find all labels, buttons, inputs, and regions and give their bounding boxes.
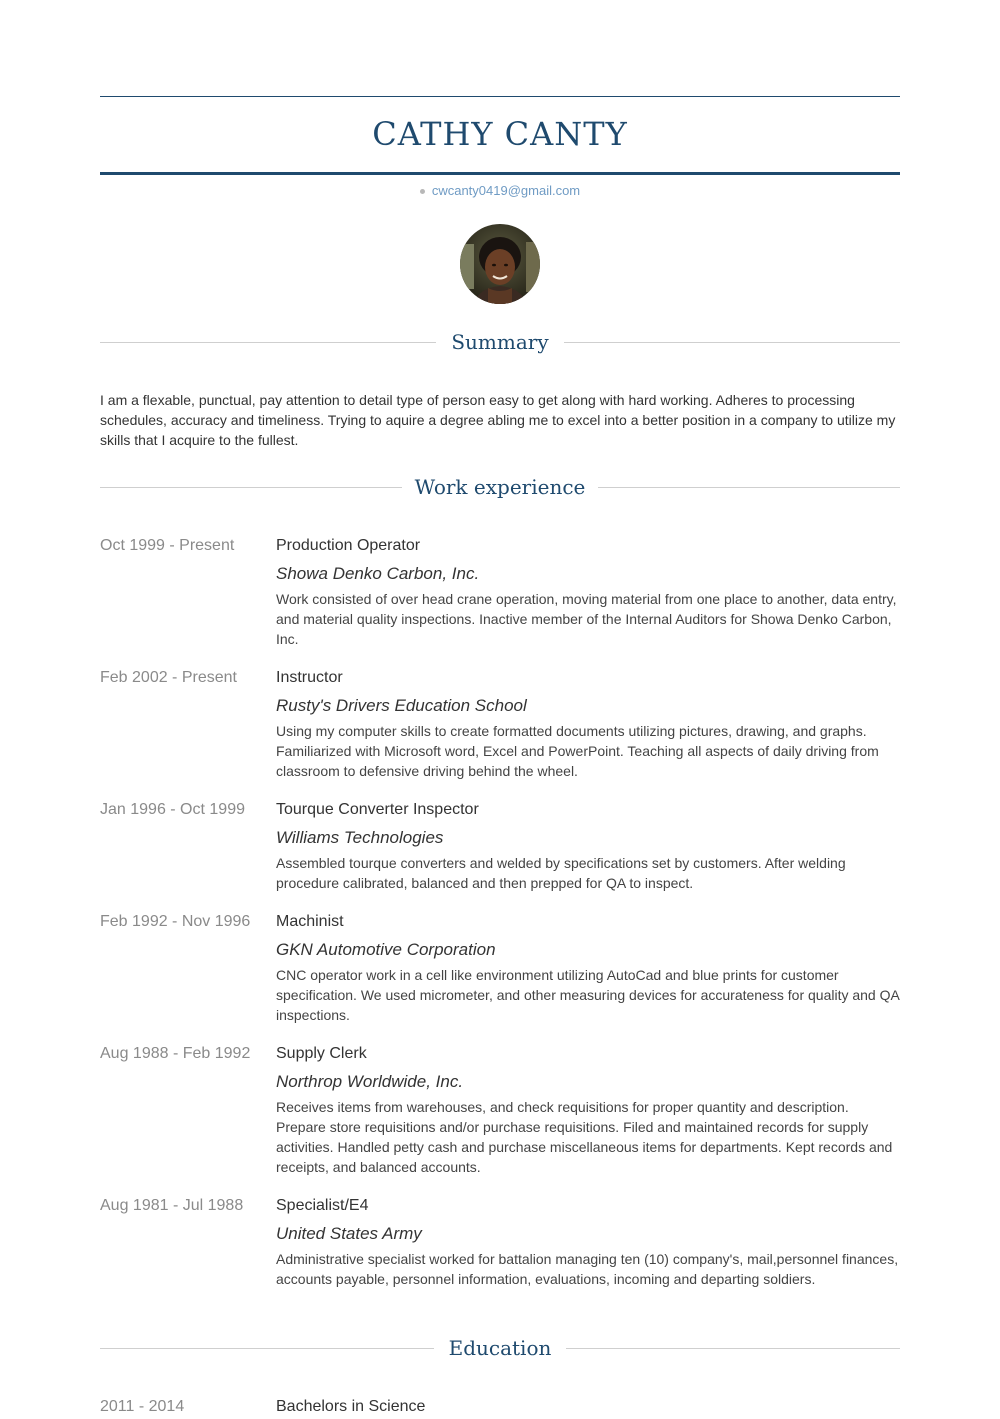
avatar-photo	[460, 224, 540, 304]
job-title: Specialist/E4	[276, 1197, 369, 1214]
work-dates: Feb 2002 - Present	[100, 669, 237, 686]
header-bottom-rule	[100, 172, 900, 175]
job-title: Production Operator	[276, 537, 421, 554]
avatar	[460, 224, 540, 304]
contact-line	[100, 181, 900, 201]
job-description: Work consisted of over head crane operation, moving material from one place to another, data entry, and material quality inspections. Inactive member of the Internal Auditors for Showa Denko Carbon, Inc.	[276, 591, 897, 647]
company-name: Northrop Worldwide, Inc.	[276, 1072, 464, 1091]
education-section-header	[100, 1334, 900, 1362]
work-section-header	[100, 473, 900, 501]
job-description: Receives items from warehouses, and check requisitions for proper quantity and description. Prepare store requisitions and/or purchase requisitions. Filed and maintained records for supply activities. Handled petty cash and purchase miscellaneous items for departments. Kept records and receipts, and balanced accounts.	[276, 1099, 893, 1175]
company-name: Rusty's Drivers Education School	[276, 696, 527, 715]
header-top-rule	[100, 96, 900, 97]
education-heading: Education	[448, 1336, 552, 1360]
degree-title: Bachelors in Science	[276, 1398, 426, 1415]
education-dates: 2011 - 2014	[100, 1398, 185, 1415]
work-dates: Aug 1988 - Feb 1992	[100, 1045, 251, 1062]
candidate-name: CATHY CANTY	[372, 115, 628, 153]
company-name: United States Army	[276, 1224, 422, 1243]
job-title: Tourque Converter Inspector	[276, 801, 479, 818]
job-title: Instructor	[276, 669, 343, 686]
company-name: Showa Denko Carbon, Inc.	[276, 564, 480, 583]
email-link[interactable]: cwcanty0419@gmail.com	[431, 183, 581, 198]
summary-text: I am a flexable, punctual, pay attention to detail type of person easy to get along with hard working. Adheres to processing schedules, accuracy and timeliness. Trying to aquire a degree abling me to excel into a better position in a company to utilize my skills that I acquire to the fullest.	[100, 392, 896, 448]
company-name: Williams Technologies	[276, 828, 444, 847]
job-title: Supply Clerk	[276, 1045, 367, 1062]
work-dates: Oct 1999 - Present	[100, 537, 235, 554]
job-description: CNC operator work in a cell like environment utilizing AutoCad and blue prints for customer specification. We used micrometer, and other measuring devices for accurateness for quality and QA inspections.	[276, 967, 900, 1023]
summary-section-header	[100, 328, 900, 356]
summary-heading: Summary	[451, 330, 549, 354]
job-description: Assembled tourque converters and welded by specifications set by customers. After welding procedure calibrated, balanced and then prepped for QA to inspect.	[276, 855, 846, 891]
work-dates: Feb 1992 - Nov 1996	[100, 913, 251, 930]
company-name: GKN Automotive Corporation	[276, 940, 496, 959]
work-dates: Jan 1996 - Oct 1999	[100, 801, 245, 818]
job-description: Administrative specialist worked for battalion managing ten (10) company's, mail,personnel finances, accounts payable, personnel information, evaluations, incoming and departing soldiers.	[276, 1251, 899, 1287]
work-dates: Aug 1981 - Jul 1988	[100, 1197, 244, 1214]
bullet-icon	[420, 189, 425, 194]
work-heading: Work experience	[414, 475, 586, 499]
job-title: Machinist	[276, 913, 344, 930]
job-description: Using my computer skills to create formatted documents utilizing pictures, drawing, and graphs. Familiarized with Microsoft word, Excel and PowerPoint. Teaching all aspects of daily driving from classroom to defensive driving behind the wheel.	[276, 723, 879, 779]
